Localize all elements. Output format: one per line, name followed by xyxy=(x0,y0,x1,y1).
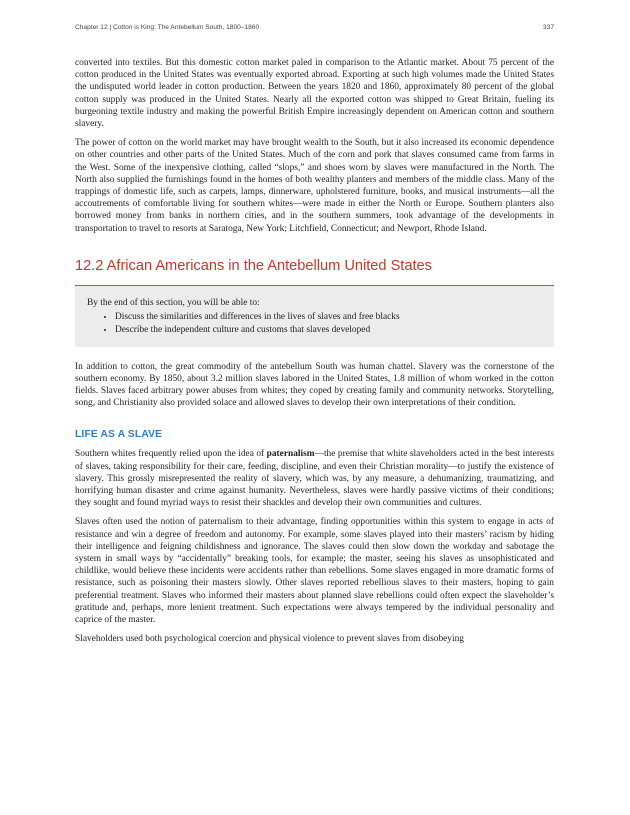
paternalism-text-after: —the premise that white slaveholders acted in the best interests of slaves, taking responsibility for their care, feeding, discipline, and even their Christian morality—to justify the existence of slavery. This grossly misrepresented the reality of slavery, which was, by any measure, a dehumanizing, traumatizing, and horrifying human disaster and crime against humanity. Nevertheless, slaves were hardly passive victims of their conditions; they sought and found myriad ways to resist their shackles and develop their own communities and cultures. xyxy=(75,449,554,509)
objective-item: • Describe the independent culture and customs that slaves developed xyxy=(115,324,542,337)
section-title: 12.2 African Americans in the Antebellum United States xyxy=(75,257,432,274)
paragraph-economic-dependence: The power of cotton on the world market may have brought wealth to the South, but it also increased its economic dependence on other countries and other parts of the United States. Much of the corn and pork that slaves consumed came from farms in the West. Some of the inexpensive clothing, called “slops,” and shoes worn by slaves were manufactured in the North. The North also supplied the furnishings found in the homes of both wealthy planters and members of the middle class. Many of the trappings of domestic life, such as carpets, lamps, dinnerware, upholstered furniture, books, and musical instruments—all the accoutrements of comfortable living for southern whites—were made in either the North or Europe. Southern planters also borrowed money from banks in northern cities, and in the southern summers, took advantage of the developments in transportation to travel to resorts at Saratoga, New York; Litchfield, Connecticut; and Newport, Rhode Island. xyxy=(75,138,554,234)
learning-objectives-box xyxy=(75,286,554,347)
paragraph-paternalism xyxy=(75,448,554,509)
paragraph-human-chattel: In addition to cotton, the great commodity of the antebellum South was human chattel. Slavery was the cornerstone of the southern economy. By 1850, about 3.2 million slaves labored in the United States, 1.8 million of whom worked in the cotton fields. Slaves faced arbitrary power abuses from whites; they coped by creating family and community networks. Storytelling, song, and Christianity also provided solace and allowed slaves to develop their own interpretations of their condition. xyxy=(75,361,554,409)
running-header xyxy=(75,24,554,31)
key-term-paternalism: paternalism xyxy=(266,449,315,460)
page-number: 337 xyxy=(542,24,554,31)
paternalism-text-before: Southern whites frequently relied upon the idea of xyxy=(75,449,267,460)
paragraph-coercion: Slaveholders used both psychological coercion and physical violence to prevent slaves from disobeying xyxy=(75,634,464,645)
paragraph-resistance: Slaves often used the notion of paternalism to their advantage, finding opportunities within this system to engage in acts of resistance and win a degree of freedom and autonomy. For example, some slaves played into their masters’ racism by hiding their intelligence and feigning childishness and ignorance. The slaves could then slow down the workday and sabotage the system in small ways by “accidentally” breaking tools, for example; the master, seeing his slaves as unsophisticated and childlike, would believe these incidents were accidents rather than rebellions. Some slaves engaged in more dramatic forms of resistance, such as poisoning their masters slowly. Other slaves reported rebellious slaves to their masters, hoping to gain preferential treatment. Slaves who informed their masters about planned slave rebellions could often expect the slaveholder’s gratitude and, perhaps, more lenient treatment. Such expectations were always tempered by the individual personality and caprice of the master. xyxy=(75,517,554,625)
objectives-list xyxy=(87,311,542,336)
paragraph-cotton-export: converted into textiles. But this domestic cotton market paled in comparison to the Atlantic market. About 75 percent of the cotton produced in the United States was eventually exported abroad. Exporting at such high volumes made the United States the undisputed world leader in cotton production. Between the years 1820 and 1860, approximately 80 percent of the global cotton supply was produced in the United States. Nearly all the exported cotton was shipped to Great Britain, fueling its burgeoning textile industry and making the powerful British Empire increasingly dependent on American cotton and southern slavery. xyxy=(75,58,554,130)
subsection-title: LIFE AS A SLAVE xyxy=(75,429,163,441)
objective-item: • Discuss the similarities and differences in the lives of slaves and free blacks xyxy=(115,311,542,324)
chapter-header: Chapter 12 | Cotton is King: The Antebellum South, 1800–1860 xyxy=(75,24,260,31)
objectives-intro: By the end of this section, you will be able to: xyxy=(87,297,260,308)
page-content xyxy=(75,57,554,652)
